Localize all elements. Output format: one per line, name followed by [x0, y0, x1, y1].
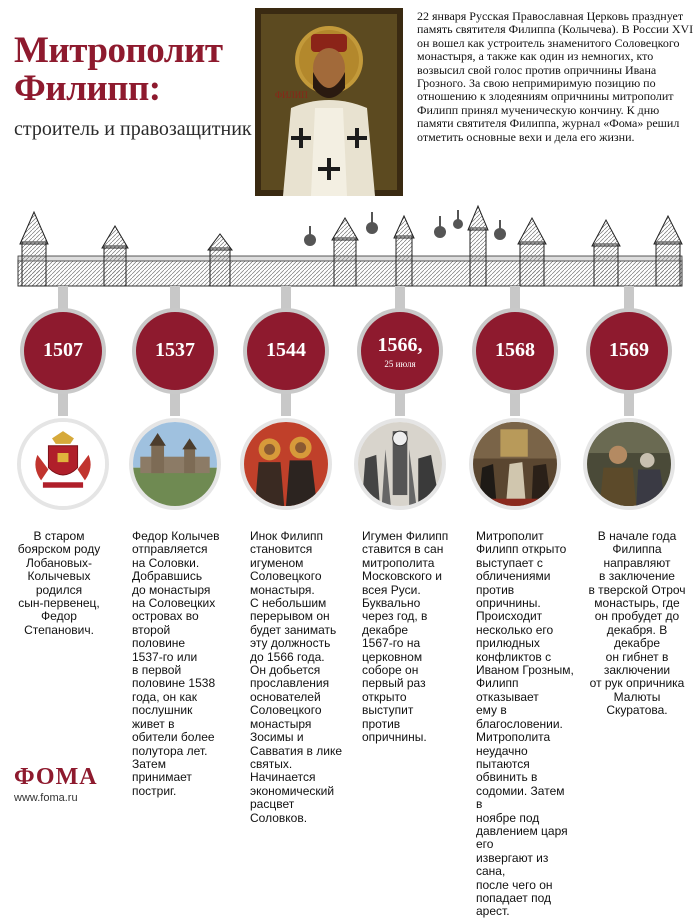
kremlin-wall-drawing: [0, 198, 700, 298]
year-badge: [357, 308, 443, 394]
foma-logo: ФОМА: [14, 764, 98, 790]
year-date-note: 25 июля: [384, 358, 416, 369]
painting-church-image: [469, 418, 561, 510]
timeline-description: В старом боярском роду Лобановых- Колычевых родился сын-первенец, Федор Степанович.: [17, 529, 101, 637]
year-label: 1569: [609, 338, 649, 361]
solovetsky-monastery-image: [129, 418, 221, 510]
year-badge: [586, 308, 672, 394]
year-badge: [132, 308, 218, 394]
page-title-block: [14, 32, 254, 141]
timeline-description: Федор Колычев отправляется на Соловки. Добравшись до монастыря на Соловецких островах во второй половине 1537-го или в первой половине 1538 года, он как послушник живет в обители более полутора лет. Затем принимает постриг.: [132, 529, 220, 798]
intro-paragraph: 22 января Русская Православная Церковь празднует память святителя Филиппа (Колычева). В России XVI он вошел как устроитель знаменитого Соловецкого монастыря, а также как один из немногих, кто возвысил свой голос против опричнины Ивана Грозного. За свою непримиримую позицию по отношению к злодеяниям опричнины митрополит Филипп принял мученическую кончину. К дню памяти святителя Филиппа, журнал «Фома» решил отметить основные вехи и дела его жизни.: [417, 9, 694, 144]
timeline-description: Инок Филипп становится игуменом Соловецкого монастыря. С небольшим перерывом он будет занимать эту должность до 1566 года. Он добьется прославления основателей Соловецкого монастыря Зосимы и Савватия в лике святых. Начинается экономический расцвет Соловков.: [250, 529, 343, 825]
icon-saints-image: [240, 418, 332, 510]
year-badge: [472, 308, 558, 394]
timeline-description: Игумен Филипп ставится в сан митрополита Московского и всея Руси. Буквально через год, в декабре 1567-го на церковном соборе он первый раз открыто выступит против опричнины.: [362, 529, 449, 745]
year-label: 1566,: [377, 333, 423, 356]
saint-icon-image: [255, 8, 403, 196]
painting-malyuta-image: [583, 418, 675, 510]
timeline-description: Митрополит Филипп открыто выступает с обличениями против опричнины. Происходит несколько его прилюдных конфликтов с Иваном Грозным, Филипп отказывает ему в благословении. Митрополита неудачно пытаются обвинить в содомии. Затем в ноябре под давлением царя его извергают из сана, после чего он попадает под арест.: [476, 529, 574, 919]
page-title: Митрополит Филипп:: [14, 30, 223, 109]
year-label: 1537: [155, 338, 195, 361]
page-subtitle: строитель и правозащитник: [14, 118, 252, 140]
svg-text:ФИЛИП: ФИЛИП: [275, 90, 308, 100]
year-label: 1507: [43, 338, 83, 361]
year-label: 1544: [266, 338, 306, 361]
coat-of-arms-image: [17, 418, 109, 510]
site-url[interactable]: www.foma.ru: [14, 792, 78, 804]
timeline-description: В начале года Филиппа направляют в заключение в тверской Отроч монастырь, где он пробудет до декабря. В декабре он гибнет в заключении от рук опричника Малюты Скуратова.: [588, 529, 686, 718]
year-badge: [20, 308, 106, 394]
year-label: 1568: [495, 338, 535, 361]
engraving-consecration-image: [354, 418, 446, 510]
year-badge: [243, 308, 329, 394]
